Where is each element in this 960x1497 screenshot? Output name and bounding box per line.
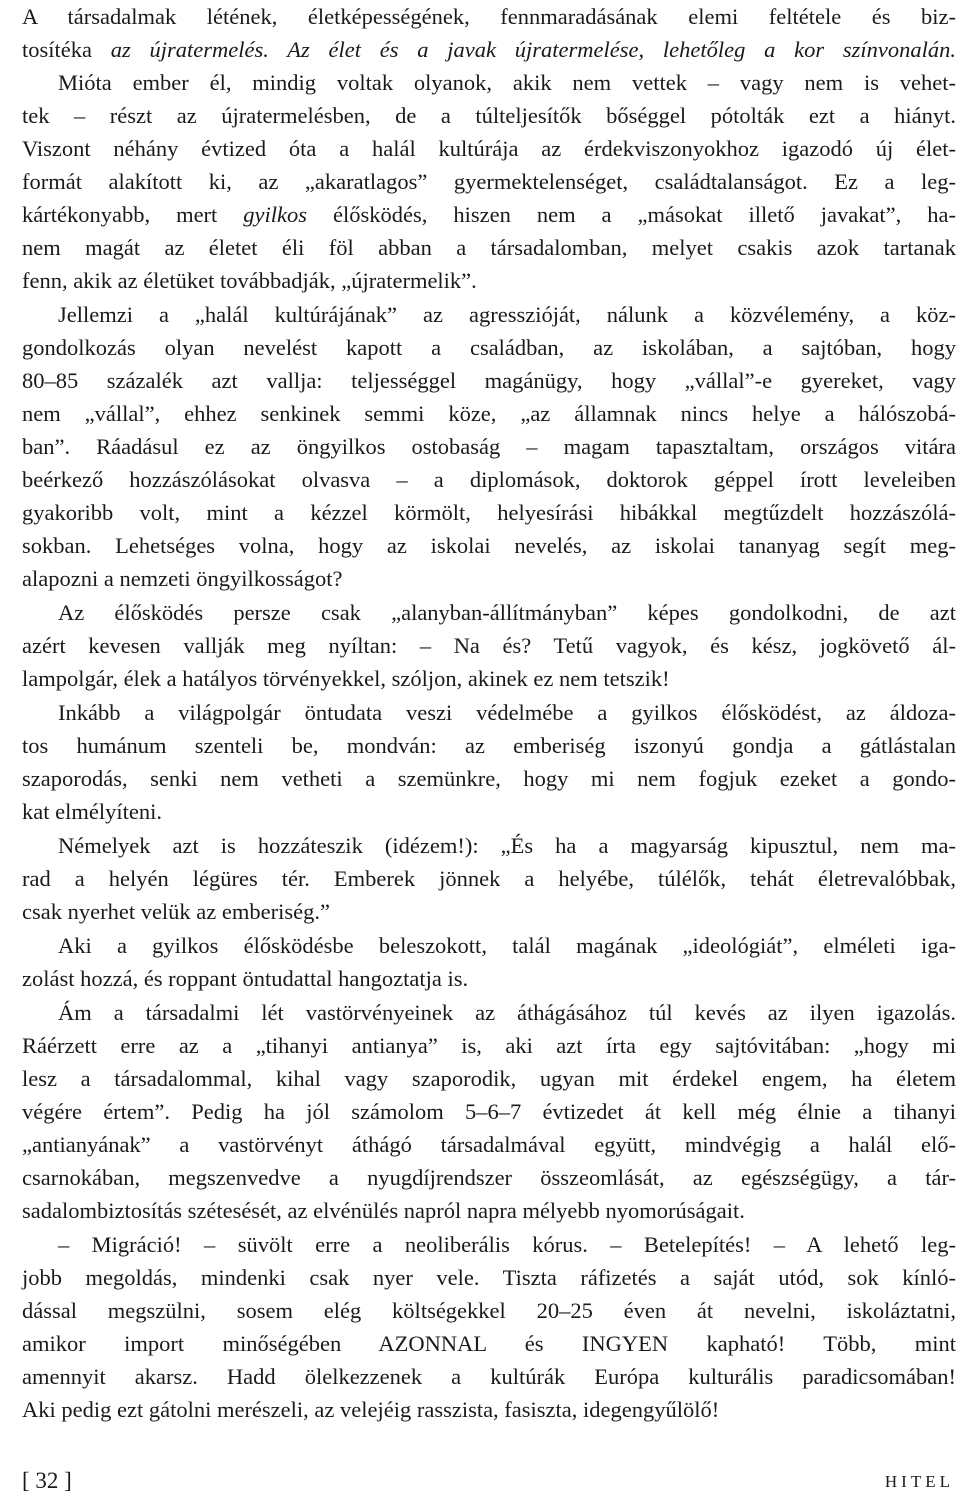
- text-line: végére értem”. Pedig ha jól számolom 5–6–7 évtizedet át kell még élnie a tihanyi: [22, 1099, 956, 1124]
- text-line: rad a helyén légüres tér. Emberek jönnek a helyébe, túlélők, tehát életrevalóbbak,: [22, 866, 956, 891]
- text-line: [22, 33, 956, 66]
- text-line: Némelyek azt is hozzáteszik (idézem!): „És ha a magyarság kipusztul, nem ma-: [58, 833, 956, 858]
- text-line: [22, 198, 956, 231]
- text-line: lesz a társadalommal, kihal vagy szaporodik, ugyan mit érdekel engem, ha életem: [22, 1066, 956, 1091]
- text-line: zolást hozzá, és roppant öntudattal hangoztatja is.: [22, 966, 469, 991]
- text-line: jobb megoldás, mindenki csak nyer vele. Tiszta ráfizetés a saját utód, sok kínló-: [22, 1265, 956, 1290]
- text-line: ban”. Ráadásul ez az öngyilkos ostobaság – magam tapasztaltam, országos vitára: [22, 434, 956, 459]
- text-line: Jellemzi a „halál kultúrájának” az agresszióját, nálunk a közvélemény, a köz-: [58, 302, 956, 327]
- text-line: Viszont néhány évtized óta a halál kultúrája az érdekviszonyokhoz igazodó új élet-: [22, 136, 956, 161]
- text-span: élősködés, hiszen nem a „másokat illető javakat”, ha-: [307, 202, 956, 227]
- text-line: gondolkozás olyan nevelést kapott a családban, az iskolában, a sajtóban, hogy: [22, 335, 956, 360]
- text-line: amennyit akarsz. Hadd ölelkezzenek a kultúrák Európa kulturális paradicsomában!: [22, 1364, 956, 1389]
- text-line: csak nyerhet velük az emberiség.”: [22, 899, 330, 924]
- text-line: tos humánum szenteli be, mondván: az emberiség iszonyú gondja a gátlástalan: [22, 733, 956, 758]
- document-page: [22, 0, 956, 1497]
- page-number: [ 32 ]: [22, 1468, 72, 1493]
- text-line: amikor import minőségében AZONNAL és INGYEN kapható! Több, mint: [22, 1331, 956, 1356]
- text-line: kat elmélyíteni.: [22, 799, 162, 824]
- text-line: beérkező hozzászólásokat olvasva – a diplomások, doktorok géppel írott leveleiben: [22, 467, 956, 492]
- text-line: fenn, akik az életüket továbbadják, „újratermelik”.: [22, 268, 477, 293]
- text-span: tosítéka: [22, 37, 111, 62]
- text-line: Ráérzett erre az a „tihanyi antianya” is, aki azt írta egy sajtóvitában: „hogy mi: [22, 1033, 956, 1058]
- text-line: – Migráció! – süvölt erre a neoliberális kórus. – Betelepítés! – A lehető leg-: [58, 1232, 956, 1257]
- text-line: Aki pedig ezt gátolni merészeli, az velejéig rasszista, fasiszta, idegengyűlölő!: [22, 1397, 720, 1422]
- text-line: szaporodás, senki nem vetheti a szemünkre, hogy mi nem fogjuk ezeket a gondo-: [22, 766, 956, 791]
- text-line: formát alakított ki, az „akaratlagos” gyermektelenséget, családtalanságot. Ez a leg-: [22, 169, 956, 194]
- text-line: nem „vállal”, ehhez senkinek semmi köze, „az államnak nincs helye a hálószobá-: [22, 401, 956, 426]
- italic-text: az újratermelés. Az élet és a javak újratermelése, lehetőleg a kor színvonalán.: [110, 37, 956, 62]
- text-line: „antianyának” a vastörvényt áthágó társadalmával együtt, mindvégig a halál elő-: [22, 1132, 956, 1157]
- journal-name: HITEL: [884, 1472, 954, 1491]
- text-line: 80–85 százalék azt vallja: teljességgel magánügy, hogy „vállal”-e gyereket, vagy: [22, 368, 956, 393]
- text-line: sadalombiztosítás szétesését, az elvénülés napról napra mélyebb nyomorúságait.: [22, 1198, 745, 1223]
- text-span: kártékonyabb, mert: [22, 202, 244, 227]
- italic-text: gyilkos: [243, 202, 308, 227]
- text-line: Ám a társadalmi lét vastörvényeinek az áthágásához túl kevés az ilyen igazolás.: [58, 1000, 956, 1025]
- text-line: csarnokában, megszenvedve a nyugdíjrendszer összeomlását, az egészségügy, a tár-: [22, 1165, 956, 1190]
- text-line: nem magát az életet éli föl abban a társadalomban, melyet csakis azok tartanak: [22, 235, 956, 260]
- text-line: tek – részt az újratermelésben, de a túlteljesítők bőséggel pótolták ezt a hiányt.: [22, 103, 956, 128]
- text-line: sokban. Lehetséges volna, hogy az iskolai nevelés, az iskolai tananyag segít meg-: [22, 533, 956, 558]
- text-line: Inkább a világpolgár öntudata veszi védelmébe a gyilkos élősködést, az áldoza-: [58, 700, 956, 725]
- text-line: Aki a gyilkos élősködésbe beleszokott, talál magának „ideológiát”, elméleti iga-: [58, 933, 956, 958]
- text-line: alapozni a nemzeti öngyilkosságot?: [22, 566, 343, 591]
- text-line: lampolgár, élek a hatályos törvényekkel, szóljon, akinek ez nem tetszik!: [22, 666, 670, 691]
- text-line: A társadalmak létének, életképességének, fennmaradásának elemi feltétele és biz-: [22, 4, 956, 29]
- text-line: azért kevesen vallják meg nyíltan: – Na és? Tetű vagyok, és kész, jogkövető ál-: [22, 633, 956, 658]
- text-line: Mióta ember él, mindig voltak olyanok, akik nem vettek – vagy nem is vehet-: [58, 70, 956, 95]
- text-line: dással megszülni, sosem elég költségekkel 20–25 éven át nevelni, iskoláztatni,: [22, 1298, 956, 1323]
- text-line: gyakoribb volt, mint a kézzel körmölt, helyesírási hibákkal megtűzdelt hozzászólá-: [22, 500, 956, 525]
- text-line: Az élősködés persze csak „alanyban-állítmányban” képes gondolkodni, de azt: [58, 600, 956, 625]
